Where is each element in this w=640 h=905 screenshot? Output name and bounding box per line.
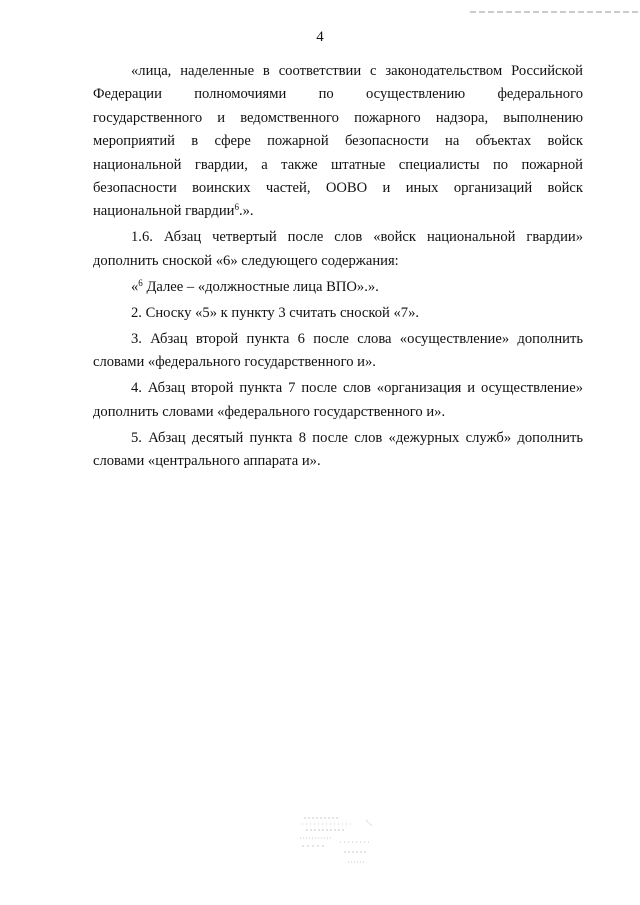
- paragraph-7: [93, 427, 583, 474]
- document-body: [93, 60, 583, 473]
- paragraph-7-line-1: 5. Абзац десятый пункта 8 после слов «дежурных служб» дополнить: [131, 429, 583, 446]
- paragraph-5: [93, 328, 583, 375]
- paragraph-1: [93, 60, 583, 224]
- paragraph-1-line-5: национальной гвардии, а также штатные специалисты по пожарной: [93, 156, 583, 173]
- paragraph-2: [93, 226, 583, 273]
- footnote-marker: 6: [234, 202, 239, 213]
- paragraph-5-line-2: словами «федерального государственного и».: [93, 354, 376, 371]
- scan-top-edge: [0, 0, 640, 2]
- paragraph-5-line-1: 3. Абзац второй пункта 6 после слова «осуществление» дополнить: [131, 330, 583, 347]
- scan-edge-line: [0, 11, 640, 13]
- paragraph-7-line-2: словами «центрального аппарата и».: [93, 453, 321, 470]
- paragraph-1-line-3: государственного и ведомственного пожарного надзора, выполнению: [93, 109, 583, 126]
- paragraph-1-closing: .».: [238, 203, 254, 220]
- page-number: 4: [316, 29, 324, 45]
- faint-stamp-mark: [296, 812, 384, 876]
- paragraph-4: 2. Сноску «5» к пункту 3 считать сноской «7».: [131, 304, 420, 321]
- stamp-graphic: [296, 812, 384, 876]
- paragraph-6-line-1: 4. Абзац второй пункта 7 после слов «организация и осуществление»: [131, 380, 583, 397]
- footnote-open-quote: «: [131, 278, 139, 295]
- paragraph-1-line-1: «лица, наделенные в соответствии с законодательством Российской: [131, 63, 583, 79]
- paragraph-1-line-7: [93, 200, 583, 223]
- paragraph-6-line-2: дополнить словами «федерального государственного и».: [93, 403, 446, 420]
- footnote-text: Далее – «должностные лица ВПО».».: [142, 278, 379, 295]
- paragraph-1-text-end: национальной гвардии: [93, 203, 235, 220]
- footnote-marker: 6: [138, 277, 143, 288]
- paragraph-2-line-1: 1.6. Абзац четвертый после слов «войск национальной гвардии»: [131, 229, 583, 246]
- paragraph-6: [93, 377, 583, 424]
- paragraph-2-line-2: дополнить сноской «6» следующего содержания:: [93, 252, 399, 269]
- paragraph-3: [93, 276, 583, 299]
- paragraph-1-line-6: безопасности воинских частей, ООВО и иных организаций войск: [93, 180, 583, 197]
- paragraph-1-line-4: мероприятий в сфере пожарной безопасности на объектах войск: [93, 133, 583, 150]
- paragraph-1-line-2: Федерации полномочиями по осуществлению федерального: [93, 86, 583, 103]
